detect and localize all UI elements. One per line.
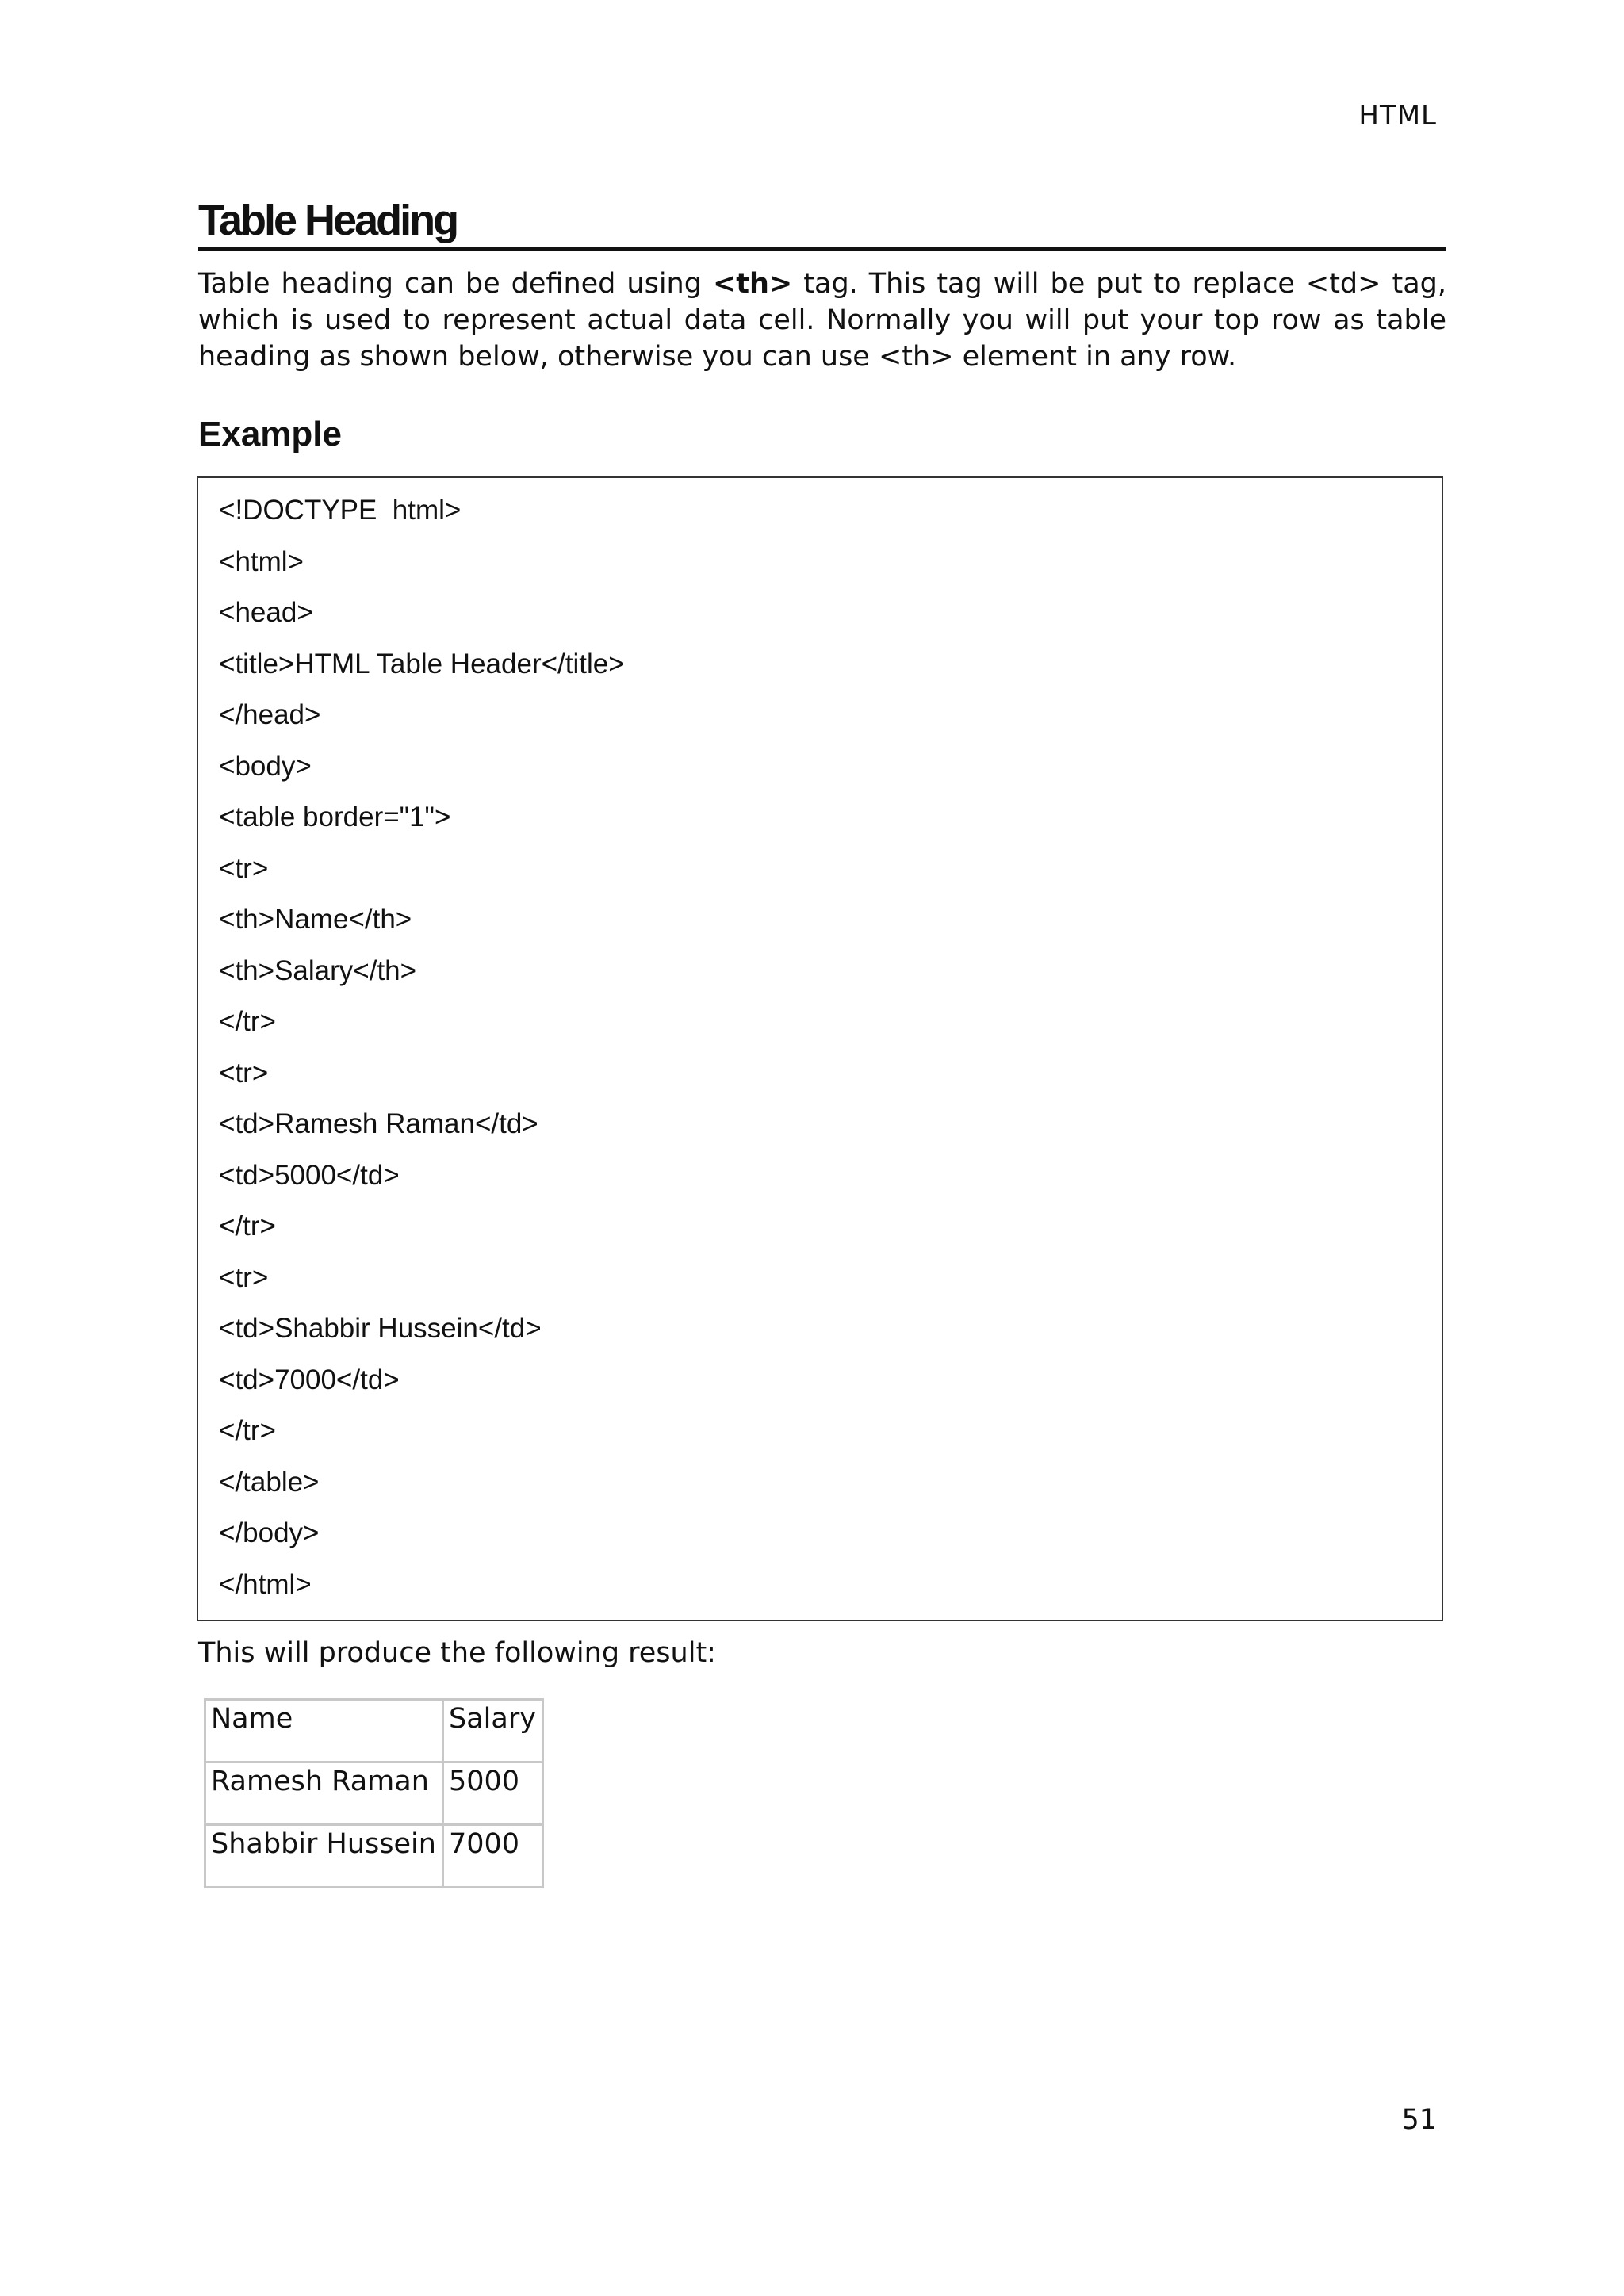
code-line: <body>	[219, 751, 312, 782]
code-line: <td>7000</td>	[219, 1364, 400, 1395]
code-line: <th>Name</th>	[219, 904, 412, 935]
code-line: </tr>	[219, 1006, 276, 1037]
code-line: </table>	[219, 1467, 320, 1498]
code-line: <td>Shabbir Hussein</td>	[219, 1313, 542, 1344]
table-cell: Salary	[443, 1700, 543, 1762]
running-header: HTML	[1358, 100, 1437, 132]
table-cell: 7000	[443, 1825, 543, 1888]
code-line: <title>HTML Table Header</title>	[219, 649, 625, 679]
code-line: </html>	[219, 1569, 312, 1600]
code-line: </body>	[219, 1517, 320, 1548]
code-line: <html>	[219, 546, 304, 577]
table-cell: Ramesh Raman	[205, 1762, 443, 1825]
table-cell: 5000	[443, 1762, 543, 1825]
code-line: <tr>	[219, 853, 269, 884]
example-heading: Example	[198, 415, 342, 453]
table-row	[205, 1700, 543, 1762]
code-line: <tr>	[219, 1058, 269, 1089]
table-row	[205, 1762, 543, 1825]
code-line: <!DOCTYPE html>	[219, 495, 462, 526]
code-line: <table border="1">	[219, 802, 451, 832]
code-line: </tr>	[219, 1211, 276, 1242]
code-line: <tr>	[219, 1262, 269, 1293]
code-example-box	[197, 476, 1443, 1621]
code-line: <head>	[219, 597, 313, 628]
intro-code-th: <th>	[712, 268, 793, 300]
intro-paragraph	[198, 266, 1446, 375]
result-intro: This will produce the following result:	[198, 1637, 716, 1669]
code-line: </head>	[219, 699, 321, 730]
intro-text-part2: tag. This tag will be put to replace <td> tag, which is used to represent actual data cell. Normally you will put your top row as table heading as shown below, otherwise you can use <th> element in any row.	[198, 268, 1446, 373]
table-row	[205, 1825, 543, 1888]
code-line: </tr>	[219, 1415, 276, 1446]
code-line: <td>Ramesh Raman</td>	[219, 1108, 538, 1139]
intro-text-part1: Table heading can be defined using	[198, 268, 713, 300]
code-line: <td>5000</td>	[219, 1160, 400, 1191]
section-heading: Table Heading	[198, 195, 1446, 251]
result-table	[204, 1698, 544, 1888]
page-number: 51	[1401, 2104, 1437, 2136]
table-cell: Name	[205, 1700, 443, 1762]
table-cell: Shabbir Hussein	[205, 1825, 443, 1888]
code-line: <th>Salary</th>	[219, 955, 417, 986]
